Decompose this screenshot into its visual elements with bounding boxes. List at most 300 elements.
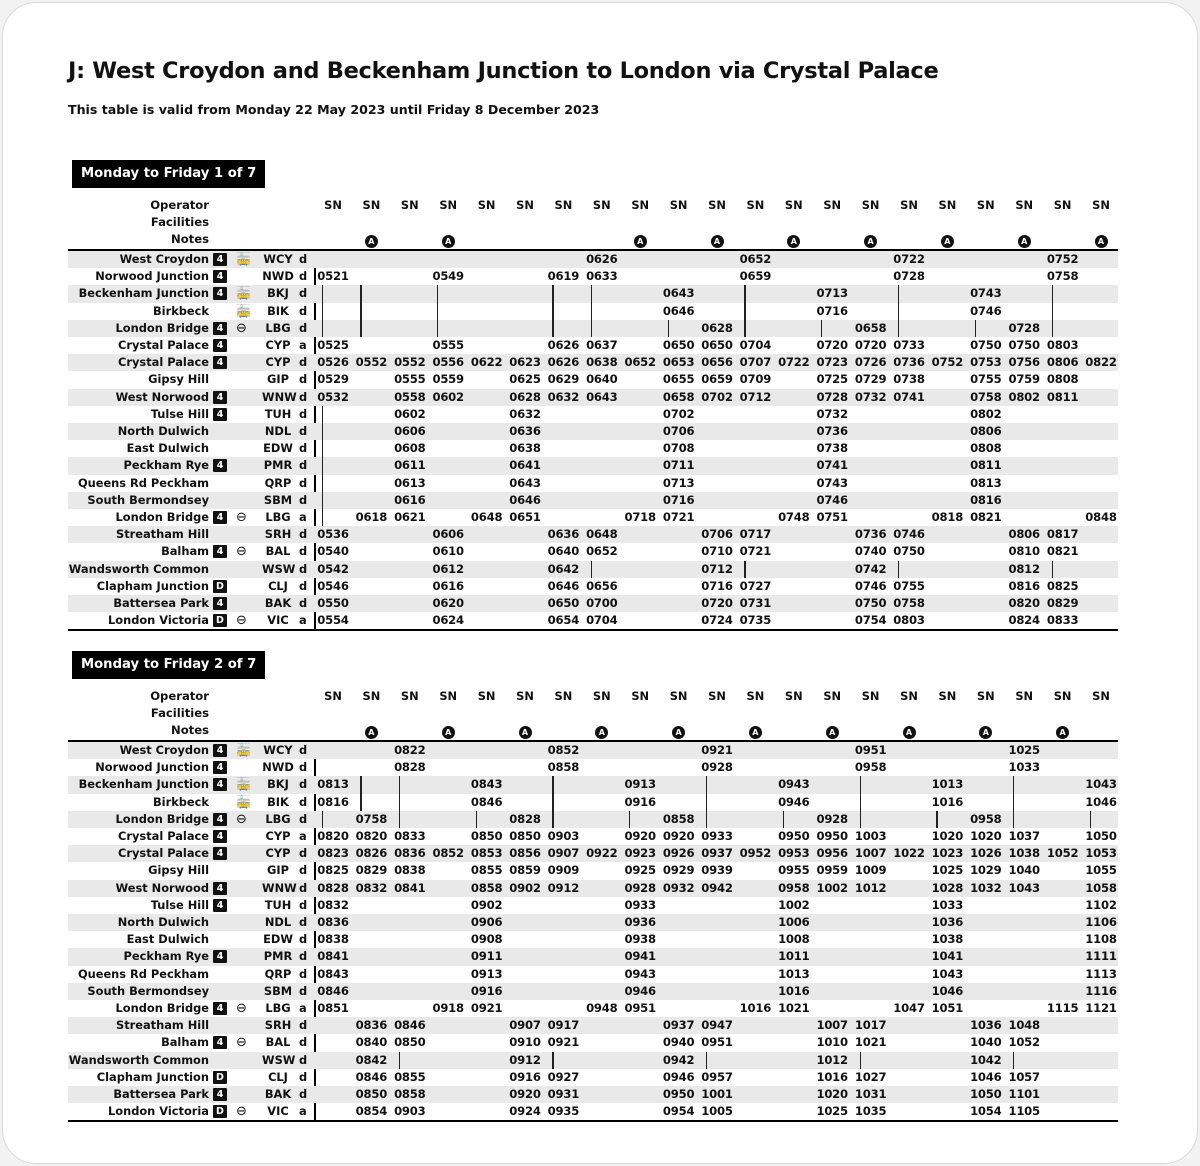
departure-time: 1001 [701,1087,733,1101]
note-a-icon: A [442,726,455,739]
station-code: CYP [265,846,291,861]
departure-time: 0651 [509,510,541,524]
pass-through-line [898,320,899,337]
departure-time: 0626 [547,338,580,352]
departure-time: 0933 [701,829,733,843]
station-name: London Victoria [108,1104,209,1119]
departure-time: 1054 [970,1104,1002,1119]
departure-time: 0910 [509,1035,541,1050]
departure-time: 0833 [1046,613,1079,628]
departure-time: 0821 [970,510,1002,524]
operator-code: SN [900,198,918,212]
operator-code: SN [669,198,688,212]
departure-time: 0848 [1085,510,1117,524]
arrive-depart-flag: a [299,1104,307,1119]
pass-through-line [744,320,745,337]
departure-time: 0653 [662,355,695,370]
arrive-depart-flag: d [299,811,308,826]
departure-time: 1115 [1046,1001,1079,1015]
departure-time: 0616 [432,578,464,593]
departure-time: 0851 [317,1001,349,1015]
table-row [68,303,1118,320]
departure-time: 0929 [662,863,695,878]
departure-time: 1007 [816,1018,848,1033]
station-code: NDL [264,915,292,929]
departure-time: 0652 [739,252,772,266]
table-row [68,1103,1118,1120]
zone-4-icon: 4 [213,778,227,791]
pass-through-line [322,285,323,302]
note-a-icon: A [903,726,916,739]
station-code: PMR [263,949,293,964]
departure-time: 1050 [970,1087,1002,1101]
station-name: West Croydon [119,252,209,266]
pass-through-line [744,561,745,578]
departure-time: 1020 [816,1087,848,1101]
departure-time: 1006 [778,915,810,929]
departure-time: 0855 [470,863,503,878]
departure-time: 0721 [739,544,772,559]
departure-time: 0741 [816,458,848,473]
departure-time: 0550 [317,596,349,610]
arrive-depart-flag: d [299,760,308,775]
departure-time: 0810 [1008,544,1040,559]
station-code: LBG [265,510,291,524]
station-name: Battersea Park [113,596,209,610]
station-name: Tulse Hill [150,406,209,421]
pass-through-line [706,776,707,793]
departure-time: 0655 [662,372,695,387]
departure-time: 0927 [547,1069,580,1084]
departure-time: 0959 [816,863,848,878]
station-name: East Dulwich [126,441,209,456]
timetable-section-2 [68,651,1118,1137]
station-code: CYP [265,338,291,352]
departure-time: 0652 [586,544,618,559]
departure-time: 1008 [778,932,810,947]
departure-time: 0938 [624,932,656,947]
tram-icon: 🚋 [236,794,251,809]
zone-4-icon: 4 [213,847,227,860]
departure-time: 0937 [662,1018,695,1033]
departure-time: 0832 [317,897,349,912]
departure-time: 0920 [662,829,695,843]
departure-time: 0841 [394,880,426,895]
departure-time: 1047 [893,1001,925,1015]
arrive-depart-flag: d [299,1087,308,1101]
station-name: Beckenham Junction [78,286,209,301]
departure-time: 0924 [509,1104,541,1119]
departure-time: 0806 [1046,355,1079,370]
table-row [68,966,1118,983]
departure-time: 0529 [317,372,349,387]
departure-time: 0708 [662,441,695,456]
departure-time: 0632 [547,389,580,404]
departure-time: 0711 [662,458,695,473]
station-code: LBG [265,811,291,826]
departure-time: 0951 [624,1001,656,1015]
operator-code: SN [1015,198,1034,212]
table-row [68,285,1118,302]
departure-time: 0716 [701,578,733,593]
pass-through-line [322,457,323,474]
operator-code: SN [746,689,765,703]
departure-time: 0654 [547,613,580,628]
departure-time: 0746 [893,527,925,542]
departure-time: 0912 [509,1052,541,1067]
departure-time: 0759 [1008,372,1040,387]
zone-4-icon: 4 [213,287,227,300]
operator-code: SN [938,689,957,703]
station-name: Wandsworth Common [68,561,209,576]
arrive-depart-flag: d [299,424,308,438]
zone-4-icon: 4 [213,761,227,774]
departure-time: 0802 [970,406,1002,421]
table-row [68,759,1118,776]
departure-time: 0628 [509,389,541,404]
departure-time: 0642 [547,561,580,576]
departure-time: 0704 [586,613,618,628]
station-code: QRP [264,966,292,981]
departure-time: 0643 [662,286,695,301]
note-a-icon: A [711,235,724,248]
departure-time: 0836 [317,915,349,929]
operator-code: SN [554,689,573,703]
station-name: Peckham Rye [123,949,209,964]
station-name: Streatham Hill [116,1018,209,1033]
departure-time: 0526 [317,355,349,370]
departure-time: 0709 [739,372,772,387]
departure-time: 0858 [547,760,580,775]
departure-time: 1033 [1008,760,1040,775]
departure-time: 0958 [854,760,887,775]
station-code: BAK [264,1087,292,1101]
note-a-icon: A [787,235,800,248]
departure-time: 0716 [816,303,848,318]
station-name: West Croydon [119,743,209,757]
operator-code: SN [477,689,496,703]
departure-time: 0846 [470,794,503,809]
operator-code: SN [823,689,842,703]
departure-time: 1029 [970,863,1002,878]
departure-time: 0932 [662,880,695,895]
departure-time: 1017 [854,1018,887,1033]
note-a-icon: A [365,726,378,739]
section-title: Monday to Friday 1 of 7 [72,160,265,188]
departure-time: 0928 [624,880,656,895]
departure-time: 0646 [662,303,695,318]
departure-time: 0829 [355,863,388,878]
departure-time: 0838 [317,932,349,947]
station-code: CYP [265,829,291,843]
departure-time: 0610 [432,544,464,559]
departure-time: 0816 [970,492,1002,507]
note-a-icon: A [941,235,954,248]
station-name: Balham [161,544,209,559]
departure-time: 1005 [701,1104,733,1119]
pass-through-line [322,492,323,509]
departure-time: 0846 [355,1069,388,1084]
departure-time: 0821 [1046,544,1079,559]
departure-time: 0903 [394,1104,426,1119]
departure-time: 0925 [624,863,656,878]
departure-time: 0736 [816,424,848,438]
departure-time: 0832 [355,880,388,895]
station-name: Birkbeck [153,794,209,809]
station-name: Norwood Junction [95,269,209,284]
departure-time: 1036 [970,1018,1002,1033]
zone-d-icon: D [213,1071,227,1084]
departure-time: 0954 [662,1104,695,1119]
departure-time: 1016 [931,794,964,809]
departure-time: 0700 [586,596,618,610]
zone-4-icon: 4 [213,391,227,404]
departure-time: 0935 [547,1104,580,1119]
pass-through-line [476,811,477,828]
note-a-icon: A [749,726,762,739]
station-name: Queens Rd Peckham [77,966,209,981]
departure-time: 0718 [624,510,656,524]
departure-time: 0658 [662,389,695,404]
station-name: South Bermondsey [87,492,209,507]
pass-through-line [399,776,400,793]
underground-icon: ⊖ [236,1035,247,1051]
departure-time: 1046 [931,983,964,998]
table-row [68,948,1118,965]
departure-time: 1042 [970,1052,1002,1067]
station-name: London Bridge [115,510,209,524]
departure-time: 0840 [355,1035,388,1050]
validity-note: This table is valid from Monday 22 May 2023 until Friday 8 December 2023 [68,102,600,117]
zone-4-icon: 4 [213,950,227,963]
departure-time: 1013 [931,777,964,792]
departure-time: 0920 [509,1087,541,1101]
departure-time: 0751 [816,510,848,524]
departure-time: 1105 [1008,1104,1040,1119]
pass-through-line [322,303,323,320]
departure-time: 0724 [701,613,733,628]
departure-time: 0754 [854,613,887,628]
departure-time: 0713 [816,286,848,301]
bottom-rule [68,629,1118,631]
station-code: SRH [264,527,292,542]
arrive-depart-flag: d [299,406,308,421]
zone-4-icon: 4 [213,511,227,524]
departure-time: 1021 [778,1001,810,1015]
arrive-depart-flag: d [299,777,308,792]
departure-time: 1028 [931,880,964,895]
operator-code: SN [784,689,803,703]
departure-time: 0756 [1008,355,1040,370]
operator-code: SN [554,198,573,212]
note-a-icon: A [1095,235,1108,248]
departure-time: 0620 [432,596,464,610]
station-name: Crystal Palace [118,829,209,843]
departure-time: 0948 [586,1001,618,1015]
departure-time: 0842 [355,1052,388,1067]
arrive-depart-flag: d [299,458,308,473]
operator-code: SN [976,689,995,703]
station-name: Queens Rd Peckham [77,475,209,490]
departure-time: 0824 [1008,613,1040,628]
pass-through-line [552,1052,553,1069]
departure-time: 1111 [1085,949,1117,964]
operator-label: Operator [150,689,209,703]
departure-time: 1113 [1085,966,1117,981]
operator-code: SN [477,198,496,212]
station-code: SRH [264,1018,292,1033]
departure-time: 0817 [1046,527,1079,542]
departure-time: 1052 [1046,846,1079,861]
departure-time: 0806 [1008,527,1040,542]
underground-icon: ⊖ [236,510,247,525]
departure-time: 0746 [816,492,848,507]
departure-time: 0659 [701,372,733,387]
departure-time: 0732 [854,389,887,404]
operator-code: SN [1053,689,1072,703]
operator-code: SN [976,198,995,212]
pass-through-line [437,285,438,302]
departure-time: 0706 [662,424,695,438]
note-a-icon: A [672,726,685,739]
departure-time: 1040 [1008,863,1040,878]
table-row [68,406,1118,423]
zone-4-icon: 4 [213,270,227,283]
departure-time: 0648 [470,510,503,524]
operator-code: SN [1053,198,1072,212]
departure-time: 1116 [1085,983,1117,998]
departure-time: 0940 [662,1035,695,1050]
departure-time: 0555 [432,338,464,352]
departure-time: 0907 [509,1018,541,1033]
departure-time: 0704 [739,338,772,352]
departure-time: 0907 [547,846,580,861]
station-name: Crystal Palace [118,846,209,861]
operator-code: SN [938,198,957,212]
departure-time: 1013 [778,966,810,981]
zone-4-icon: 4 [213,408,227,421]
operator-code: SN [362,689,381,703]
departure-time: 0625 [509,372,541,387]
departure-time: 1009 [854,863,887,878]
departure-time: 0841 [317,949,349,964]
departure-time: 0902 [470,897,503,912]
arrive-depart-flag: d [299,794,308,809]
table-row [68,931,1118,948]
departure-time: 0532 [317,389,349,404]
underground-icon: ⊖ [236,1104,247,1120]
departure-time: 0552 [355,355,388,370]
arrive-depart-flag: d [299,966,308,981]
station-name: Clapham Junction [96,578,209,593]
pass-through-line [591,320,592,337]
tram-icon: 🚋 [236,286,251,301]
station-name: Tulse Hill [150,897,209,912]
departure-time: 0908 [470,932,503,947]
note-a-icon: A [826,726,839,739]
station-code: NWD [262,760,294,775]
departure-time: 1058 [1085,880,1117,895]
pass-through-line [552,776,553,793]
departure-time: 0852 [432,846,464,861]
departure-time: 0720 [854,338,887,352]
departure-time: 1025 [931,863,964,878]
zone-4-icon: 4 [213,899,227,912]
zone-4-icon: 4 [213,597,227,610]
station-name: South Bermondsey [87,983,209,998]
operator-code: SN [592,689,611,703]
departure-time: 0818 [931,510,964,524]
pass-through-line [1052,320,1053,337]
section-title: Monday to Friday 2 of 7 [72,651,265,679]
departure-time: 1021 [854,1035,887,1050]
departure-time: 0731 [739,596,772,610]
departure-time: 0858 [470,880,503,895]
departure-time: 0916 [624,794,656,809]
departure-time: 0740 [854,544,887,559]
operator-code: SN [324,198,342,212]
station-code: TUH [264,406,292,421]
pass-through-line [360,303,361,320]
operator-code: SN [784,198,803,212]
departure-time: 0916 [509,1069,541,1084]
pass-through-line [1052,303,1053,320]
zone-d-icon: D [213,614,227,627]
table-row [68,268,1118,285]
departure-time: 0852 [547,743,580,757]
departure-time: 1035 [854,1104,887,1119]
arrive-depart-flag: a [299,338,307,352]
departure-time: 0542 [317,561,349,576]
notes-label: Notes [171,723,209,737]
departure-time: 0606 [432,527,464,542]
arrive-depart-flag: a [299,510,307,524]
departure-time: 0556 [432,355,464,370]
pass-through-line [591,561,592,578]
departure-time: 1052 [1008,1035,1040,1050]
departure-time: 1003 [854,829,887,843]
pass-through-line [975,320,976,337]
pass-through-line [552,811,553,828]
departure-time: 0951 [854,743,887,757]
departure-time: 0641 [509,458,541,473]
departure-time: 0913 [624,777,656,792]
arrive-depart-flag: d [299,596,308,610]
departure-time: 0853 [470,846,503,861]
departure-time: 0726 [854,355,887,370]
departure-time: 0746 [854,578,887,593]
departure-time: 0947 [701,1018,733,1033]
operator-code: SN [669,689,688,703]
departure-time: 1046 [970,1069,1002,1084]
departure-time: 0736 [893,355,925,370]
arrive-depart-flag: d [299,475,308,490]
table-row [68,509,1118,526]
departure-time: 1041 [931,949,964,964]
departure-time: 0559 [432,372,464,387]
operator-code: SN [362,198,381,212]
operator-code: SN [1092,198,1110,212]
departure-time: 1012 [854,880,887,895]
arrive-depart-flag: a [299,829,307,843]
table-row [68,440,1118,457]
arrive-depart-flag: d [299,1069,308,1084]
note-a-icon: A [365,235,378,248]
departure-time: 0743 [816,475,848,490]
departure-time: 0906 [470,915,503,929]
departure-time: 0650 [701,338,733,352]
departure-time: 1040 [970,1035,1002,1050]
